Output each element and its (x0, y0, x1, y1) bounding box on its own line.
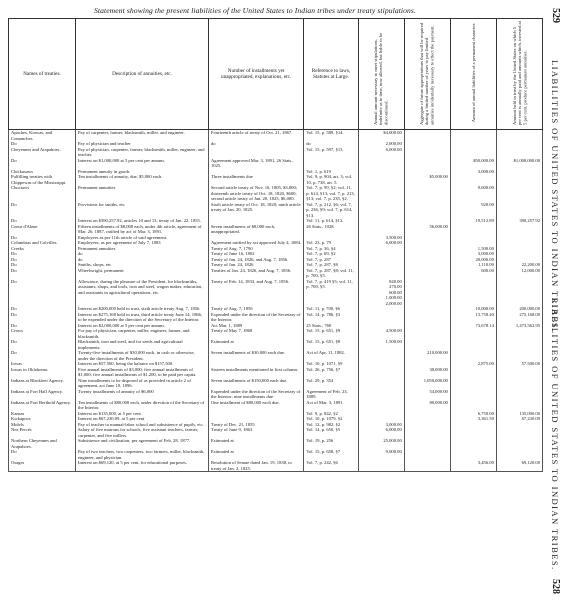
name-cell: Do (9, 339, 76, 350)
annual-amount-cell: 9,000.00 (358, 449, 404, 460)
trust-cell (496, 130, 542, 142)
aggregate-cell (404, 130, 450, 142)
installments-cell: Treaty of Aug. 7, 1856 (208, 306, 303, 312)
reference-cell: Vol. 29, p. 354 (304, 378, 358, 389)
aggregate-cell (404, 312, 450, 323)
description-cell: Provisions for smiths, etc (76, 202, 209, 219)
description-cell: Permanent annuities (76, 185, 209, 202)
annual-amount-cell: 4,500.00 (358, 328, 404, 339)
description-cell: Ten installments of annuity, due, $5,000 each. (76, 174, 209, 185)
name-cell: Do (9, 218, 76, 224)
reference-cell: Vol. 19, p. 256 (304, 438, 358, 449)
description-cell: Pay of physician, carpenter, farmer, blacksmith, miller, engineer, and teacher. (76, 147, 209, 158)
permanent-cell: 1,110.00 (450, 262, 496, 268)
annual-amount-cell (358, 185, 404, 202)
installments-cell: Expended under the direction of the Secretary of the Interior; nine installments due. (208, 389, 303, 400)
name-cell: Do (9, 306, 76, 312)
description-cell: Ten installments of $80,000 each, under direction of the Secretary of the Interior. (76, 400, 209, 411)
name-cell: Do (9, 235, 76, 241)
table-row (9, 449, 543, 460)
name-cell: Columbias and Colvilles. (9, 240, 76, 246)
annual-amount-cell: 6,000.00 (358, 147, 404, 158)
trust-cell: 69,120.00 (496, 460, 542, 472)
installments-cell: Estimated at (208, 438, 303, 449)
name-cell: Chickasaws (9, 169, 76, 175)
permanent-cell: 3,000.00 (450, 251, 496, 257)
trust-cell: $1,000,000.00 (496, 158, 542, 169)
description-cell: Interest on $390,257.92, articles 10 and 13, treaty of Jan. 22, 1855. (76, 218, 209, 224)
trust-cell: 1,473,562.95 (496, 323, 542, 329)
table-row (9, 279, 543, 307)
annual-amount-cell (358, 367, 404, 378)
description-cell: For pay of physician, carpenter, miller, engineer, farmer, and blacksmith. (76, 328, 209, 339)
table-row (9, 158, 543, 169)
installments-cell: Act Mar. 1, 1889 (208, 323, 303, 329)
name-cell: Choctaws (9, 185, 76, 202)
installments-cell: Treaty of Dec. 21, 1855 (208, 422, 303, 428)
running-head-2: LIABILITIES OF UNITED STATES TO INDIAN TRIBES. (550, 298, 560, 571)
header-description: Description of annuities, etc. (76, 19, 209, 130)
header-trust (496, 19, 542, 130)
trust-cell (496, 449, 542, 460)
aggregate-cell (404, 460, 450, 472)
aggregate-cell: 80,000.00 (404, 400, 450, 411)
trust-cell: 275,168.00 (496, 312, 542, 323)
header-names: Names of treaties. (9, 19, 76, 130)
reference-cell (304, 158, 358, 169)
description-cell: Interest on $200,000 held in trust, sixth article treaty Aug. 7, 1856. (76, 306, 209, 312)
header-installments: Number of installments yet unappropriated, explanations, etc. (208, 19, 303, 130)
reference-cell: Act of Mar. 3, 1891. (304, 400, 358, 411)
permanent-cell (450, 427, 496, 438)
annual-amount-cell: 6,000.00 (358, 240, 404, 246)
annual-amount-cell: 25,000.00 (358, 438, 404, 449)
description-cell: Permanent annuity in goods (76, 169, 209, 175)
description-cell: Twenty installments of annuity of $6,000 (76, 389, 209, 400)
table-row (9, 438, 543, 449)
aggregate-cell (404, 185, 450, 202)
installments-cell: Estimated at (208, 449, 303, 460)
name-cell: Nez Percés (9, 427, 76, 438)
installments-cell: Sixteen installments mentioned in first column. (208, 367, 303, 378)
annual-amount-cell (358, 279, 404, 307)
trust-cell: 12,000.00 (496, 268, 542, 279)
installments-cell: Treaty of Jan. 24, 1826, and Aug. 7, 1856. (208, 257, 303, 263)
annual-amount-cell (358, 224, 404, 235)
trust-cell (496, 400, 542, 411)
header-reference: Reference to laws, Statutes at Large. (304, 19, 358, 130)
reference-cell: Vol. 7, p. 419 §5; vol. 11, p. 700, §5. (304, 279, 358, 307)
permanent-cell (450, 367, 496, 378)
annual-amount-cell (358, 268, 404, 279)
description-cell: do (76, 251, 209, 257)
table-row (9, 268, 543, 279)
name-cell: Kansas (9, 411, 76, 417)
aggregate-cell (404, 268, 450, 279)
amount-line: 2,000.00 (385, 300, 402, 306)
name-cell: Osages (9, 460, 76, 472)
name-cell: Do (9, 262, 76, 268)
installments-cell: Agreement approved Mar. 3, 1891, 26 Stats., 1025. (208, 158, 303, 169)
header-aggregate-text: Aggregate of future appropriations that will be required during a limited number of years to pay limited annuities incidentally necessary to effect the payment. (419, 22, 435, 125)
description-cell: Permanent annuities (76, 246, 209, 252)
name-cell: Do (9, 158, 76, 169)
permanent-cell: 920.00 (450, 202, 496, 219)
name-cell: Do (9, 449, 76, 460)
trust-cell: 22,200.00 (496, 262, 542, 268)
name-cell: Iowas (9, 361, 76, 367)
table-row (9, 460, 543, 472)
aggregate-cell (404, 449, 450, 460)
table-row (9, 427, 543, 438)
permanent-cell (450, 350, 496, 361)
name-cell: Indians at Blackfeet Agency. (9, 378, 76, 389)
installments-cell: Treaty of Jan. 24, 1826 (208, 262, 303, 268)
table-header-row (9, 19, 543, 130)
permanent-cell: 13,758.40 (450, 312, 496, 323)
permanent-cell (450, 389, 496, 400)
installments-cell: Treaty of June 16, 1802 (208, 251, 303, 257)
name-cell: Crows (9, 328, 76, 339)
trust-cell: 390,257.92 (496, 218, 542, 224)
reference-cell: Vol. 14, p. 650, §5 (304, 427, 358, 438)
installments-cell: Expended under the direction of the Secretary of the Interior. (208, 312, 303, 323)
table-row (9, 389, 543, 400)
name-cell: Do (9, 312, 76, 323)
description-cell: Smiths, shops, etc (76, 262, 209, 268)
name-cell: Kickapoos (9, 416, 76, 422)
permanent-cell: 9,600.00 (450, 185, 496, 202)
permanent-cell (450, 339, 496, 350)
permanent-cell (450, 130, 496, 142)
description-cell: Nine installments to be disposed of as provided in article 2 of agreement, act June 10, 1896. (76, 378, 209, 389)
reference-cell: Vol. 11, p. 700, §6 (304, 306, 358, 312)
description-cell: Fifteen installments of $8,000 each, under 4th article, agreement of Mar. 26, 1887, ratified by act of Mar. 3, 1891. (76, 224, 209, 235)
trust-cell (496, 147, 542, 158)
description-cell: Pay of teacher to manual-labor school and subsistence of pupils, etc. (76, 422, 209, 428)
reference-cell: Vol. 15, p. 651, §8 (304, 339, 358, 350)
description-cell: Interest on $1,000,000 at 5 per cent per annum. (76, 158, 209, 169)
liabilities-table (8, 18, 543, 472)
amount-line: 1,000.00 (385, 295, 402, 300)
trust-cell (496, 174, 542, 185)
trust-cell (496, 224, 542, 235)
permanent-cell: 3,456.00 (450, 460, 496, 472)
description-cell: Employees as per 11th article of said agreement. (76, 235, 209, 241)
table-row (9, 367, 543, 378)
reference-cell: Vol. 7, p. 287 (304, 257, 358, 263)
reference-cell: Vol. 14, p. 786, §3 (304, 312, 358, 323)
name-cell: Indians at Fort Hall Agency. (9, 389, 76, 400)
installments-cell: Seven installments of $30,000 each due. (208, 350, 303, 361)
installments-cell: Treaty of May 7, 1868 (208, 328, 303, 339)
annual-amount-cell (358, 312, 404, 323)
reference-cell: do (304, 141, 358, 147)
reference-cell: Vol. 7, p. 287, §8; vol. 11, p. 700, §5. (304, 268, 358, 279)
page-number-bottom: 528 (550, 579, 561, 594)
description-cell: Salary of five matrons for schools, five assistant teachers, farmer, carpenter, and five millers. (76, 427, 209, 438)
permanent-cell (450, 147, 496, 158)
header-aggregate (404, 19, 450, 130)
annual-amount-cell: 1,500.00 (358, 339, 404, 350)
permanent-cell (450, 224, 496, 235)
aggregate-cell (404, 279, 450, 307)
table-row (9, 224, 543, 235)
name-cell: Creeks (9, 246, 76, 252)
table-row (9, 350, 543, 361)
reference-cell: Vol. 7, p. 242, §6 (304, 460, 358, 472)
aggregate-cell: 1,050,000.00 (404, 378, 450, 389)
reference-cell: Vol. 15, p. 651, §9 (304, 328, 358, 339)
annual-amount-cell (358, 400, 404, 411)
reference-cell: Vol. 15, p. 589, §14. (304, 130, 358, 142)
permanent-cell (450, 328, 496, 339)
aggregate-cell (404, 147, 450, 158)
name-cell: Do (9, 257, 76, 263)
aggregate-cell: $5,000.00 (404, 174, 450, 185)
description-cell: Interest on $2,000,000 at 5 per cent per annum. (76, 323, 209, 329)
installments-cell: Treaty of June 9, 1863 (208, 427, 303, 438)
permanent-cell (450, 438, 496, 449)
reference-cell: Vol. 26, p. 756, §7 (304, 367, 358, 378)
installments-cell: One installment of $80,000 each due. (208, 400, 303, 411)
name-cell: Cheyennes and Arapahoes. (9, 147, 76, 158)
annual-amount-cell (358, 158, 404, 169)
name-cell: Do (9, 268, 76, 279)
annual-amount-cell (358, 460, 404, 472)
reference-cell: 26 Stats., 1028. (304, 224, 358, 235)
name-cell: Fulfilling treaties with Chippewas of the Mississippi. (9, 174, 76, 185)
installments-cell: Seven installments of $8,000 each, unappropriated. (208, 224, 303, 235)
name-cell: Do (9, 141, 76, 147)
trust-cell (496, 202, 542, 219)
trust-cell (496, 328, 542, 339)
permanent-cell (450, 174, 496, 185)
trust-cell: 135,000.00 (496, 411, 542, 417)
installments-cell: Estimated at (208, 339, 303, 350)
annual-amount-cell: 2,000.00 (358, 141, 404, 147)
aggregate-cell: 210,000.00 (404, 350, 450, 361)
header-permanent-text: Amount of annual liabilities of a permanent character. (470, 23, 476, 123)
header-permanent (450, 19, 496, 130)
permanent-cell: 19,512.89 (450, 218, 496, 224)
description-cell: Twenty-five installments of $30,000 each, in cash or otherwise, under the direction of the President. (76, 350, 209, 361)
description-cell: Blacksmith, iron and steel, and for seeds and agricultural implements. (76, 339, 209, 350)
name-cell: Northern Cheyennes and Arapahoes. (9, 438, 76, 449)
reference-cell: Vol. 15, p. 658, §7 (304, 449, 358, 460)
aggregate-cell (404, 339, 450, 350)
header-trust-text: Amount held in trust by the United States on which 5 per cent is annually paid and amounts which, invested at 5 per cent, produce permanent annuities. (511, 21, 528, 125)
description-cell: Employees, as per agreement of July 7, 1883 (76, 240, 209, 246)
trust-cell (496, 367, 542, 378)
name-cell: Coeur d'Alene (9, 224, 76, 235)
header-annual-amount-text: Annual amount necessary to meet stipulations, indefinite as to time, now allowed, but liable to be discontinued. (373, 32, 389, 125)
trust-cell: 200,000.00 (496, 306, 542, 312)
table-row (9, 130, 543, 142)
installments-cell: Treaties of Jan. 24, 1826, and Aug. 7, 1856. (208, 268, 303, 279)
table-row (9, 174, 543, 185)
reference-cell: Vol. 1, p. 619 (304, 169, 358, 175)
table-row (9, 185, 543, 202)
name-cell: Apaches, Kiowas, and Comanches. (9, 130, 76, 142)
description-cell: Wheelwright, permanent (76, 268, 209, 279)
description-cell: Pay of two teachers, two carpenters, two farmers, miller, blacksmith, engineer, and physician. (76, 449, 209, 460)
trust-cell (496, 185, 542, 202)
name-cell: Do (9, 279, 76, 307)
installments-cell: Treaty of Feb. 14, 1833, and Aug. 7, 1856. (208, 279, 303, 307)
permanent-cell: 73,678.14 (450, 323, 496, 329)
name-cell: Molels (9, 422, 76, 428)
reference-cell: Act of Apr. 11, 1882. (304, 350, 358, 361)
aggregate-cell (404, 427, 450, 438)
trust-cell (496, 350, 542, 361)
annual-amount-cell: 3,000.00 (358, 422, 404, 428)
annual-amount-cell (358, 174, 404, 185)
annual-amount-cell: $4,000.00 (358, 130, 404, 142)
trust-cell (496, 378, 542, 389)
annual-amount-cell (358, 378, 404, 389)
trust-cell: 67,230.09 (496, 416, 542, 422)
permanent-cell: 20,000.00 (450, 257, 496, 263)
aggregate-cell (404, 328, 450, 339)
description-cell: Subsistence and civilization, per agreement of Feb. 28, 1877. (76, 438, 209, 449)
reference-cell: Vol. 7, p. 69, §2 (304, 251, 358, 257)
description-cell: Interest on $69,120, at 5 per cent, for educational purposes. (76, 460, 209, 472)
permanent-cell (450, 378, 496, 389)
permanent-cell: 6,750.00 (450, 411, 496, 417)
amount-line: 600.00 (389, 289, 402, 295)
annual-amount-cell (358, 389, 404, 400)
table-row (9, 378, 543, 389)
permanent-cell: 3,000.00 (450, 169, 496, 175)
permanent-cell: 1,500.00 (450, 246, 496, 252)
aggregate-cell: 30,000.00 (404, 367, 450, 378)
aggregate-cell: 56,000.00 (404, 224, 450, 235)
installments-cell: Sixth article treaty of Oct. 18, 1820; ninth article treaty of Jan. 20, 1825. (208, 202, 303, 219)
installments-cell: Fourteenth article of treaty of Oct. 21, 1867. (208, 130, 303, 142)
table-row (9, 147, 543, 158)
description-cell: Allowance, during the pleasure of the President, for blacksmiths, assistants, shops, and tools, iron and steel, wagon maker, education, and assistants in agricultural operations, etc. (76, 279, 209, 307)
description-cell: do (76, 257, 209, 263)
reference-cell: Vol. 9, p. 842, §2 (304, 411, 358, 417)
side-margin (543, 0, 565, 600)
reference-cell: Vol. 15, p. 597, §13. (304, 147, 358, 158)
description-cell: Interest on $135,000, at 5 per cent (76, 411, 209, 417)
permanent-cell: 3,361.50 (450, 416, 496, 422)
permanent-cell: 600.00 (450, 268, 496, 279)
description-cell: Pay of physician and teacher (76, 141, 209, 147)
amount-line: 270.00 (389, 284, 402, 289)
installments-cell (208, 147, 303, 158)
permanent-cell (450, 449, 496, 460)
installments-cell: Treaty of Aug. 7, 1790 (208, 246, 303, 252)
reference-cell: Vol. 11, p. 614, §13. (304, 218, 358, 224)
reference-cell: Vol. 7, p. 36, §4 (304, 246, 358, 252)
aggregate-cell (404, 438, 450, 449)
name-cell: Do (9, 350, 76, 361)
trust-cell (496, 427, 542, 438)
trust-cell: 57,500.00 (496, 361, 542, 367)
permanent-cell: 10,000.00 (450, 306, 496, 312)
permanent-cell (450, 400, 496, 411)
reference-cell: Vol. 10, p. 1079, §2 (304, 416, 358, 422)
reference-cell: Vol. 9, p. 904, art. 3; vol. 10, p. 738, art. 5. (304, 174, 358, 185)
reference-cell: Vol. 23, p. 79 (304, 240, 358, 246)
name-cell: Iowas in Oklahoma. (9, 367, 76, 378)
installments-cell: Seven installments of $150,000 each due. (208, 378, 303, 389)
installments-cell: Three installments due (208, 174, 303, 185)
header-annual-amount (358, 19, 404, 130)
permanent-cell: $50,000.00 (450, 158, 496, 169)
trust-cell (496, 438, 542, 449)
amount-line: 840.00 (389, 278, 402, 284)
installments-cell: Agreement ratified by act approved July 4, 1884. (208, 240, 303, 246)
permanent-cell: 2,875.00 (450, 361, 496, 367)
table-row (9, 328, 543, 339)
table-row (9, 339, 543, 350)
table-body (9, 130, 543, 472)
description-cell: Interest on $57,500, being the balance on $157,500. (76, 361, 209, 367)
description-cell: Five annual installments of $3,000; five annual installments of $1,000; five annual installments of $1,200, to be paid per capita. (76, 367, 209, 378)
page-title: Statement showing the present liabilities of the United States to Indian tribes under treaty stipulations. (94, 6, 416, 15)
description-cell: Interest on $275,168 held in trust, third article treaty June 14, 1866, to be expended under the direction of the Secretary of the Interior. (76, 312, 209, 323)
reference-cell: Agreement of Feb. 23, 1889. (304, 389, 358, 400)
reference-cell: Vol. 10, p. 1071, §9 (304, 361, 358, 367)
table-row (9, 202, 543, 219)
reference-cell: Vol. 7, p. 287, §8 (304, 262, 358, 268)
page-number-top: 529 (550, 8, 561, 23)
table-row (9, 312, 543, 323)
reference-cell: Vol. 7, p. 212, §6; vol. 7, p. 236, §9; vol. 7, p. 614, §13. (304, 202, 358, 219)
description-cell: Pay of carpenter, farmer, blacksmith, miller, and engineer. (76, 130, 209, 142)
installments-cell: do (208, 141, 303, 147)
annual-amount-cell (358, 350, 404, 361)
name-cell: Do (9, 202, 76, 219)
installments-cell: Resolution of Senate dated Jan. 19, 1838, to treaty of Jan. 2, 1825. (208, 460, 303, 472)
permanent-cell (450, 279, 496, 307)
name-cell: Indians at Fort Berthold Agency. (9, 400, 76, 411)
trust-cell (496, 339, 542, 350)
trust-cell (496, 389, 542, 400)
table-row (9, 400, 543, 411)
trust-cell (496, 279, 542, 307)
annual-amount-cell: 3,500.00 (358, 235, 404, 241)
name-cell: Do (9, 323, 76, 329)
aggregate-cell (404, 158, 450, 169)
aggregate-cell (404, 202, 450, 219)
running-head-1: LIABILITIES OF UNITED STATES TO INDIAN TRIBES. (550, 60, 560, 333)
annual-amount-cell: 6,000.00 (358, 427, 404, 438)
aggregate-cell: 54,000.00 (404, 389, 450, 400)
reference-cell: Vol. 7, p. 99, §2; vol. 11, p. 614, §13; vol. 7, p. 213, §13; vol. 7, p. 235, §2. (304, 185, 358, 202)
reference-cell: 25 Stats., 760 (304, 323, 358, 329)
installments-cell: Second article treaty of Nov. 16, 1805, $3,000; thirteenth article treaty of Oct. 18, 1820, $600; second article treaty of Jan. 20, 1825, $6,000. (208, 185, 303, 202)
name-cell: Do (9, 251, 76, 257)
annual-amount-cell (358, 202, 404, 219)
reference-cell: Vol. 12, p. 982, §2 (304, 422, 358, 428)
description-cell: Interest on $67,230.09, at 5 per cent (76, 416, 209, 422)
